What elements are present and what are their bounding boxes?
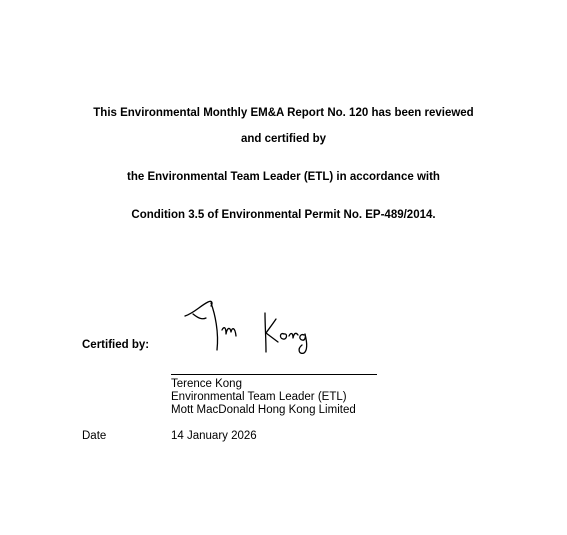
statement-line-2: and certified by xyxy=(241,133,326,145)
date-value: 14 January 2026 xyxy=(171,430,257,442)
statement-line-1: This Environmental Monthly EM&A Report No. 120 has been reviewed xyxy=(93,107,474,119)
statement-line-4: Condition 3.5 of Environmental Permit No. EP-489/2014. xyxy=(131,209,436,221)
statement-line-3: the Environmental Team Leader (ETL) in accordance with xyxy=(127,171,440,183)
signatory-name: Terence Kong xyxy=(171,378,242,390)
signature-line xyxy=(171,374,377,375)
signatory-company: Mott MacDonald Hong Kong Limited xyxy=(171,404,356,416)
date-label: Date xyxy=(82,430,107,442)
signatory-title: Environmental Team Leader (ETL) xyxy=(171,391,347,403)
handwritten-signature xyxy=(180,292,315,360)
certified-by-label: Certified by: xyxy=(82,339,150,351)
